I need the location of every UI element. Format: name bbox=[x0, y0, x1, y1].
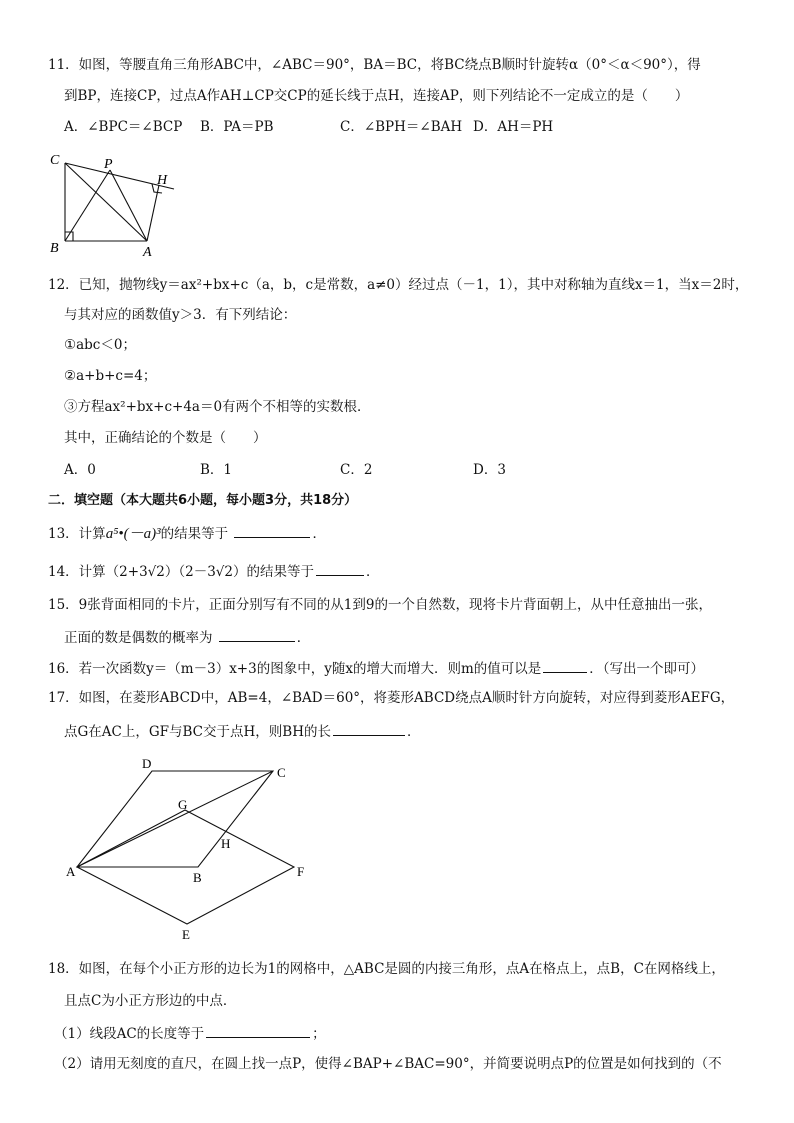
q18-part1 bbox=[54, 1023, 326, 1043]
q12-option-c: C．2 bbox=[340, 462, 373, 478]
q17-end: ． bbox=[406, 724, 421, 740]
q11-label-c: C bbox=[50, 153, 60, 168]
q13-expression: a⁵•(－a)³ bbox=[105, 526, 161, 542]
q17-label-f: F bbox=[297, 864, 305, 879]
q16-answer-blank[interactable] bbox=[543, 658, 587, 673]
q17-line1: 17．如图，在菱形ABCD中，AB=4，∠BAD＝60°，将菱形ABCD绕点A顺时针方向旋转，对应得到菱形AEFG， bbox=[48, 690, 735, 706]
q15-answer-blank[interactable] bbox=[219, 627, 295, 642]
q13 bbox=[48, 523, 326, 543]
q18-part1-text: （1）线段AC的长度等于 bbox=[54, 1026, 205, 1042]
q11-option-d: D．AH＝PH bbox=[473, 119, 554, 135]
q12-option-d: D．3 bbox=[473, 462, 506, 478]
q12-line2: 与其对应的函数值y＞3．有下列结论： bbox=[64, 307, 297, 323]
q11-option-a: A．∠BPC＝∠BCP bbox=[64, 119, 183, 135]
section-fill-in-heading: 二．填空题（本大题共6小题，每小题3分，共18分） bbox=[48, 493, 358, 508]
q14 bbox=[48, 561, 379, 581]
q11-option-b: B．PA＝PB bbox=[200, 119, 274, 135]
q12-ask: 其中，正确结论的个数是（ ） bbox=[64, 430, 267, 446]
q15-text: 正面的数是偶数的概率为 bbox=[64, 630, 213, 646]
q17-label-h: H bbox=[221, 836, 231, 851]
q18-line2: 且点C为小正方形边的中点． bbox=[64, 993, 237, 1009]
q12-conclusion-1: ①abc＜0； bbox=[64, 337, 136, 353]
q16 bbox=[48, 658, 704, 678]
q12-line1: 12．已知，抛物线y＝ax²+bx+c（a，b，c是常数，a≠0）经过点（－1，1），其中对称轴为直线x＝1，当x＝2时， bbox=[48, 277, 749, 293]
q15-line1: 15．9张背面相同的卡片，正面分别写有不同的从1到9的一个自然数，现将卡片背面朝上，从中任意抽出一张， bbox=[48, 597, 712, 613]
q14-end: ． bbox=[365, 564, 380, 580]
q11-line1: 11．如图，等腰直角三角形ABC中，∠ABC＝90°，BA＝BC，将BC绕点B顺时针旋转α（0°＜α＜90°），得 bbox=[48, 57, 701, 73]
q11-label-p: P bbox=[104, 157, 113, 172]
q17-text: 点G在AC上，GF与BC交于点H，则BH的长 bbox=[64, 724, 331, 740]
q15-end: ． bbox=[296, 630, 311, 646]
q13-post: 的结果等于 bbox=[160, 526, 229, 542]
q16-post: ．（写出一个即可） bbox=[589, 661, 705, 677]
q17-label-e: E bbox=[182, 927, 190, 942]
q16-pre: 16．若一次函数y＝（m－3）x+3的图象中，y随x的增大而增大．则m的值可以是 bbox=[48, 661, 542, 677]
q13-pre: 13．计算 bbox=[48, 526, 106, 542]
q17-line2 bbox=[64, 721, 420, 741]
q12-conclusion-2: ②a+b+c=4； bbox=[64, 368, 157, 384]
q12-option-a: A．0 bbox=[64, 462, 96, 478]
q13-answer-blank[interactable] bbox=[234, 523, 310, 538]
q17-label-a: A bbox=[66, 864, 76, 879]
q18-part2: （2）请用无刻度的直尺，在圆上找一点P，使得∠BAP+∠BAC=90°，并简要说明点P的位置是如何找到的（不 bbox=[54, 1056, 722, 1072]
q14-answer-blank[interactable] bbox=[316, 561, 364, 576]
q17-label-c: C bbox=[277, 765, 286, 780]
q18-part1-end: ； bbox=[312, 1026, 326, 1042]
q11-option-c: C．∠BPH＝∠BAH bbox=[340, 119, 463, 135]
q11-figure bbox=[40, 150, 190, 260]
q12-conclusion-3: ③方程ax²+bx+c+4a＝0有两个不相等的实数根． bbox=[64, 399, 371, 415]
q17-figure bbox=[60, 752, 320, 947]
q17-label-b: B bbox=[193, 870, 202, 885]
q17-label-d: D bbox=[142, 756, 152, 771]
q17-answer-blank[interactable] bbox=[333, 721, 405, 736]
q18-answer-blank[interactable] bbox=[206, 1023, 310, 1038]
q18-line1: 18．如图，在每个小正方形的边长为1的网格中，△ABC是圆的内接三角形，点A在格点上，点B，C在网格线上， bbox=[48, 961, 725, 977]
q11-label-b: B bbox=[50, 241, 59, 256]
q13-end: ． bbox=[312, 526, 326, 542]
q12-option-b: B．1 bbox=[200, 462, 233, 478]
q14-pre: 14．计算（2+3√2）（2－3√2）的结果等于 bbox=[48, 564, 314, 580]
q11-label-h: H bbox=[157, 173, 168, 188]
q15-line2 bbox=[64, 627, 310, 647]
q17-label-g: G bbox=[178, 797, 188, 812]
q11-label-a: A bbox=[143, 245, 152, 260]
q11-line2: 到BP，连接CP，过点A作AH⊥CP交CP的延长线于点H，连接AP，则下列结论不一定成立的是（ ） bbox=[64, 88, 689, 104]
